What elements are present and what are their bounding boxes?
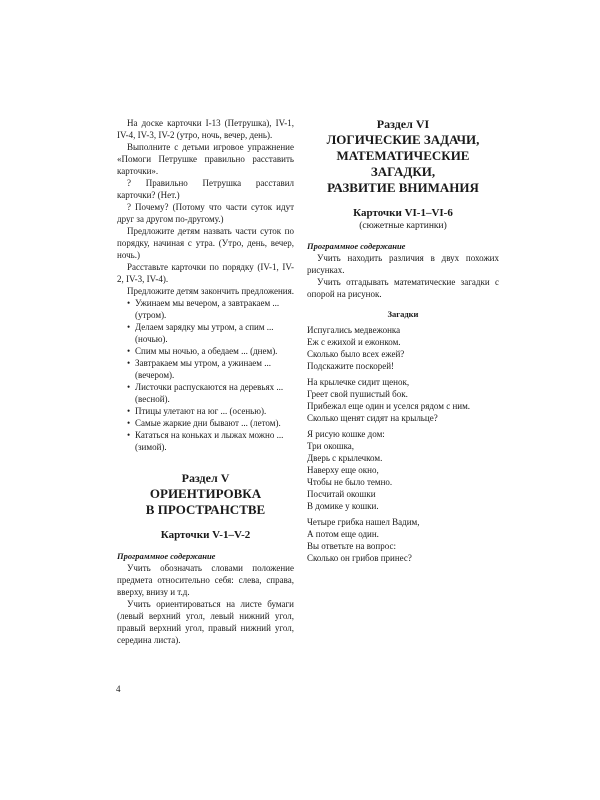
page-number: 4 — [116, 684, 121, 694]
section-number: Раздел V — [181, 471, 230, 485]
riddle-line: Я рисую кошке дом: — [307, 429, 385, 439]
list-item: • Листочки распускаются на деревьях ... (весной). — [127, 381, 294, 405]
paragraph: На доске карточки I-13 (Петрушка), IV-1, IV-4, IV-3, IV-2 (утро, ночь, вечер, день). — [117, 118, 294, 140]
section-number: Раздел VI — [376, 117, 430, 131]
section-title-line: РАЗВИТИЕ ВНИМАНИЯ — [327, 180, 479, 195]
section-title-line: ОРИЕНТИРОВКА — [149, 486, 262, 501]
riddle-line: Еж с ежихой и ежонком. — [307, 337, 401, 347]
section-heading — [307, 117, 499, 196]
paragraph: Учить ориентироваться на листе бумаги (левый верхний угол, левый нижний угол, правый верхний угол, правый нижний угол, середина листа). — [117, 599, 294, 645]
paragraph: Выполните с детьми игровое упражнение «Помоги Петрушке правильно расставить карточки». — [117, 142, 294, 176]
paragraph: ? Почему? (Потому что части суток идут друг за другом по-другому.) — [117, 202, 294, 224]
riddle-line: Греет свой пушистый бок. — [307, 389, 408, 399]
section-title-line: ЛОГИЧЕСКИЕ ЗАДАЧИ, — [326, 132, 480, 147]
section-title-line: МАТЕМАТИЧЕСКИЕ ЗАГАДКИ, — [336, 148, 470, 179]
riddle-line: В домике у кошки. — [307, 501, 379, 511]
riddle-line: Сколько было всех ежей? — [307, 349, 405, 359]
bullet-list — [117, 297, 294, 453]
paragraph: ? Правильно Петрушка расставил карточки? (Нет.) — [117, 178, 294, 200]
paragraph: Предложите детям назвать части суток по порядку, начиная с утра. (Утро, день, вечер, ночь.) — [117, 226, 294, 260]
riddle — [307, 376, 499, 424]
riddle-line: Сколько он грибов принес? — [307, 553, 412, 563]
program-heading: Программное содержание — [307, 241, 406, 251]
cards-subtitle: (сюжетные картинки) — [359, 221, 447, 231]
paragraph: Учить обозначать словами положение предмета относительно себя: слева, справа, вверху, внизу и т.д. — [117, 563, 294, 597]
riddle-line: Сколько щенят сидят на крыльце? — [307, 413, 438, 423]
section-heading — [117, 471, 294, 518]
list-item: • Спим мы ночью, а обедаем ... (днем). — [127, 345, 294, 357]
riddle — [307, 428, 499, 512]
right-column — [307, 117, 499, 564]
riddle-line: Дверь с крылечком. — [307, 453, 383, 463]
riddle-line: На крылечке сидит щенок, — [307, 377, 410, 387]
list-item: • Самые жаркие дни бывают ... (летом). — [127, 417, 294, 429]
paragraph: Предложите детям закончить предложения. — [127, 286, 294, 296]
left-column — [117, 117, 294, 646]
list-item: • Птицы улетают на юг ... (осенью). — [127, 405, 294, 417]
riddles-heading: Загадки — [387, 309, 419, 319]
riddle-line: Прибежал еще один и уселся рядом с ним. — [307, 401, 471, 411]
riddle-line: Испугались медвежонка — [307, 325, 401, 335]
riddle-line: Три окошка, — [307, 441, 355, 451]
riddle-line: Наверху еще окно, — [307, 465, 379, 475]
riddle-line: Посчитай окошки — [307, 489, 376, 499]
riddle-line: Подскажите поскорей! — [307, 361, 395, 371]
paragraph: Учить отгадывать математические загадки с опорой на рисунок. — [307, 277, 499, 299]
paragraph: Учить находить различия в двух похожих рисунках. — [307, 253, 499, 275]
list-item: • Кататься на коньках и лыжах можно ... (зимой). — [127, 429, 294, 453]
riddle-line: А потом еще один. — [307, 529, 379, 539]
riddle-line: Вы ответьте на вопрос: — [307, 541, 396, 551]
list-item: • Завтракаем мы утром, а ужинаем ... (вечером). — [127, 357, 294, 381]
list-item: • Делаем зарядку мы утром, а спим ... (ночью). — [127, 321, 294, 345]
paragraph: Расставьте карточки по порядку (IV-1, IV-2, IV-3, IV-4). — [117, 262, 294, 284]
program-heading: Программное содержание — [117, 551, 216, 561]
riddle — [307, 516, 499, 564]
cards-heading: Карточки V-1–V-2 — [160, 529, 251, 541]
cards-heading: Карточки VI-1–VI-6 — [353, 207, 453, 219]
riddle — [307, 324, 499, 372]
list-item: • Ужинаем мы вечером, а завтракаем ... (утром). — [127, 297, 294, 321]
riddle-line: Четыре грибка нашел Вадим, — [307, 517, 420, 527]
riddle-line: Чтобы не было темно. — [307, 477, 393, 487]
section-title-line: В ПРОСТРАНСТВЕ — [145, 502, 266, 517]
